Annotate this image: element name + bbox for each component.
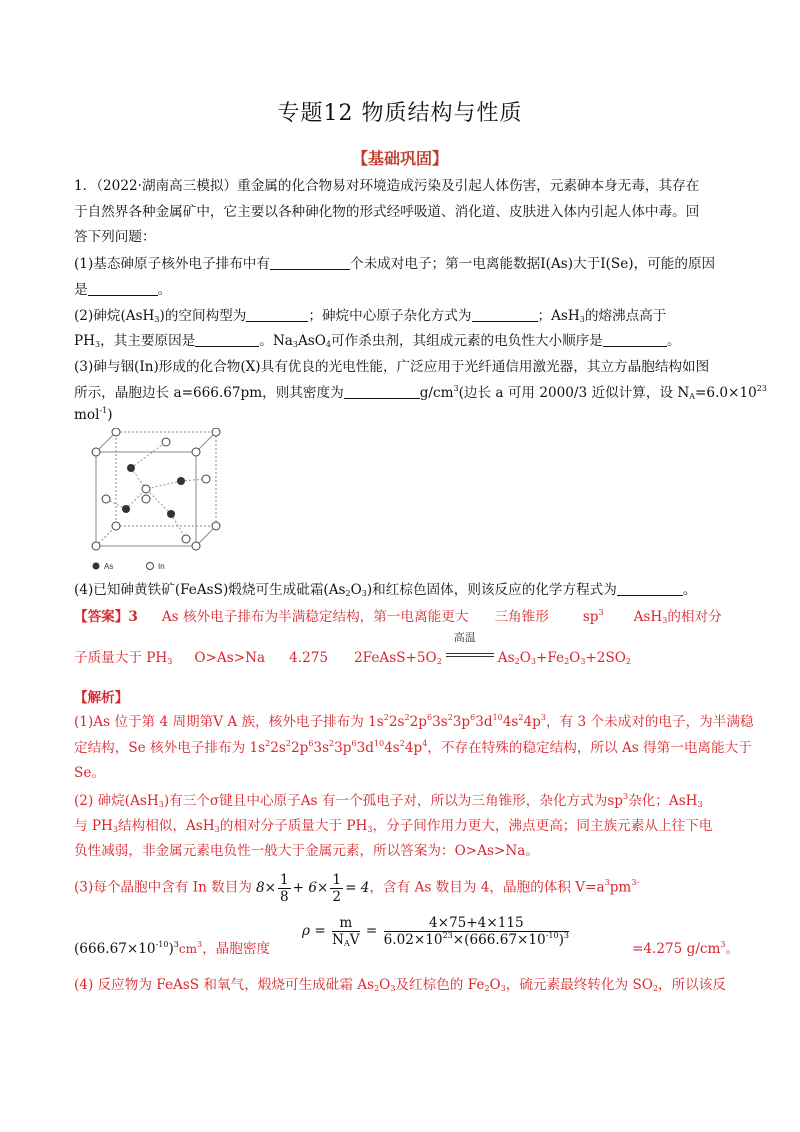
- in-atom: [212, 522, 220, 530]
- question-line-2: 于自然界各种金属矿中，它主要以各种砷化物的形式经呼吸道、消化道、皮肤进入体内引起人体中毒。回: [74, 204, 700, 220]
- in-atom: [192, 448, 200, 456]
- in-atom: [142, 495, 150, 503]
- in-atom: [192, 542, 200, 550]
- answer-line-2: 子质量大于 $PH_3$ O>As>Na 4.275 $2FeAsS+5O_2$ 高温 $As_2O_3+Fe_2O_3+2SO_2$: [74, 631, 631, 666]
- answer-line-1: 【答案】3 As 核外电子排布为半满稳定结构，第一电离能更大 三角锥形 $sp^3$ AsH$_3$的相对分: [74, 608, 722, 625]
- density-result: =4.275 $g/cm^3$。: [632, 940, 740, 957]
- legend-in-label: In: [158, 562, 165, 571]
- question-2-line-2: $PH_3$，其主要原因是 。$Na_3AsO_4$可作杀虫剂，其组成元素的电负性大小顺序是 。: [74, 333, 681, 349]
- as-atom: [177, 477, 185, 485]
- in-atom: [112, 522, 120, 530]
- analysis-1-line: (1)As 位于第 4 周期第Ⅴ A 族，核外电子排布为 $1s^22s^22p^63s^23p^63d^{10}4s^24p^3$，有 3 个未成对的电子，为半满稳: [74, 713, 754, 730]
- in-count-formula: 8× $\frac{1}{8}$ + 6× $\frac{1}{2}$ = 4: [255, 871, 370, 905]
- analysis-1-line-3: Se。: [74, 765, 105, 781]
- crystal-cell-diagram: [86, 428, 236, 576]
- question-line-1: 1．（2022·湖南高三模拟）重金属的化合物易对环境造成污染及引起人体伤害，元素砷本身无毒，其存在: [74, 178, 700, 194]
- question-line-3: 答下列问题：: [74, 229, 156, 245]
- in-atom: [202, 475, 210, 483]
- answer-blank[interactable]: [617, 581, 683, 596]
- legend-as-label: As: [104, 562, 114, 571]
- as-atom: [127, 464, 135, 472]
- answer-blank[interactable]: [246, 307, 308, 322]
- question-2-line: (2)砷烷(AsH$_3$)的空间构型为 ；砷烷中心原子杂化方式为 ；AsH$_3$的熔沸点高于: [74, 308, 667, 324]
- answer-blank[interactable]: [472, 307, 538, 322]
- density-equation: [74, 893, 774, 959]
- in-atom: [162, 438, 170, 446]
- volume-expression: $(666.67\times 10^{-10})^3cm^3$，晶胞密度: [74, 940, 271, 957]
- question-4-line: (4)已知砷黄铁矿(FeAsS)煅烧可生成砒霜$(As_2O_3)$和红棕色固体，则该反应的化学方程式为 。: [74, 582, 697, 598]
- question-1-line: (1)基态砷原子核外电子排布中有 个未成对电子；第一电离能数据I(As)大于I(Se)，可能的原因: [74, 256, 716, 272]
- analysis-1-line-2: 定结构，Se 核外电子排布为 $1s^22s^22p^63s^23p^63d^{10}4s^24p^4$，不存在特殊的稳定结构，所以 As 得第一电离能大于: [74, 739, 752, 756]
- reaction-arrow: 高温: [442, 648, 498, 662]
- legend-in-marker: [147, 563, 154, 570]
- question-1-line-2: 是 。: [74, 282, 172, 298]
- in-atom: [102, 495, 110, 503]
- density-formula: ρ = $\frac{m}{N_AV}$ = $\frac{4\times 75+4\times 115}{6.02\times 10^{23}\times(666.67\times 10^{-10})^3}$: [302, 915, 569, 948]
- analysis-2-line-3: 负性减弱，非金属元素电负性一般大于金属元素，所以答案为：O>As>Na。: [74, 843, 539, 859]
- as-atom: [167, 510, 175, 518]
- answer-blank[interactable]: [195, 332, 259, 347]
- in-atom: [142, 485, 150, 493]
- answer-blank[interactable]: [270, 255, 350, 270]
- page-title: 专题12 物质结构与性质: [277, 101, 523, 126]
- analysis-2-line: (2) 砷烷(AsH$_3$)有三个σ键且中心原子As 有一个孤电子对，所以为三角锥形，杂化方式为$sp^3$杂化；AsH$_3$: [74, 792, 703, 809]
- in-atom: [92, 448, 100, 456]
- question-3-line-2: 所示，晶胞边长 a=666.67pm，则其密度为 $g/cm^3$(边长 a 可用 2000/3 近似计算，设 $N_A=6.0\times 10^{23}$: [74, 384, 767, 401]
- answer-blank[interactable]: [88, 281, 158, 296]
- analysis-heading: 【解析】: [74, 690, 129, 706]
- in-atom: [112, 428, 120, 436]
- legend-as-marker: [93, 563, 100, 570]
- in-atom: [212, 428, 220, 436]
- analysis-2-line-2: 与 $PH_3$结构相似，AsH$_3$的相对分子质量大于 $PH_3$，分子间作用力更大，沸点更高；同主族元素从上往下电: [74, 818, 713, 834]
- in-atom: [182, 535, 190, 543]
- answer-blank[interactable]: [603, 332, 667, 347]
- answer-blank[interactable]: [344, 384, 420, 399]
- as-atom: [122, 505, 130, 513]
- analysis-3-line: (3)每个晶胞中含有 In 数目为 8× $\frac{1}{8}$ + 6× $\frac{1}{2}$ = 4，含有 As 数目为 4，晶胞的体积 $V=a^3pm^{3-}$: [74, 871, 640, 905]
- section-heading: 【基础巩固】: [351, 149, 448, 168]
- in-atom: [92, 542, 100, 550]
- question-3-line: (3)砷与铟(In)形成的化合物(X)具有优良的光电性能，广泛应用于光纤通信用激光器，其立方晶胞结构如图: [74, 359, 710, 375]
- question-3-line-3: mol$^{-1}$): [74, 406, 113, 423]
- analysis-4-line: (4) 反应物为 FeAsS 和氧气，煅烧可生成砒霜 $As_2O_3$及红棕色的 $Fe_2O_3$，硫元素最终转化为 $SO_2$，所以该反: [74, 977, 726, 993]
